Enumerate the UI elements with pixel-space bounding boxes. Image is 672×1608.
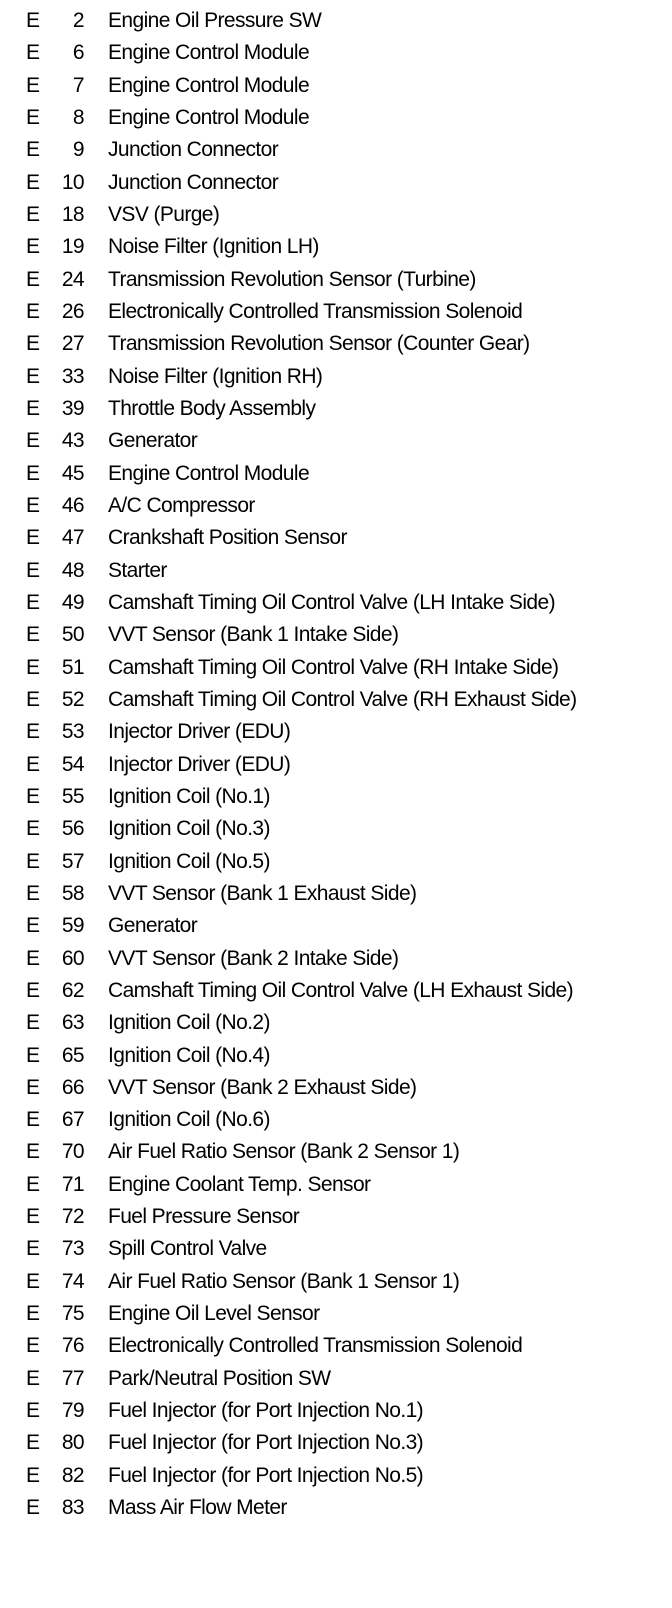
connector-number: 50 [61,623,84,647]
connector-prefix: E [26,9,40,32]
connector-number: 47 [61,526,84,550]
connector-number: 33 [61,364,84,388]
connector-prefix: E [26,429,40,453]
connector-prefix: E [26,1108,40,1132]
connector-prefix: E [26,170,40,194]
connector-prefix: E [26,1302,40,1326]
connector-number: 63 [61,1011,84,1035]
connector-number: 80 [61,1431,84,1455]
connector-name: Ignition Coil (No.4) [108,1043,270,1067]
connector-name: Throttle Body Assembly [108,396,316,420]
connector-number: 58 [61,881,84,905]
connector-name: Starter [108,558,167,582]
connector-number: 65 [61,1043,84,1067]
connector-number: 7 [72,73,84,97]
connector-prefix: E [26,1172,40,1196]
connector-prefix: E [26,396,40,420]
connector-name: Noise Filter (Ignition RH) [108,364,323,388]
connector-prefix: E [26,1399,40,1423]
connector-prefix: E [26,332,40,356]
connector-name: Electronically Controlled Transmission Solenoid [108,1334,523,1358]
connector-prefix: E [26,1237,40,1261]
connector-prefix: E [26,1075,40,1099]
connector-name: Spill Control Valve [108,1237,267,1261]
connector-name: Injector Driver (EDU) [108,720,291,744]
connector-prefix: E [26,1496,40,1520]
connector-number: 9 [72,138,84,162]
connector-prefix: E [26,461,40,485]
connector-number: 70 [61,1140,84,1164]
connector-prefix: E [26,1043,40,1067]
connector-prefix: E [26,655,40,679]
connector-prefix: E [26,946,40,970]
connector-number: 76 [61,1334,84,1358]
connector-prefix: E [26,1205,40,1229]
connector-name: Transmission Revolution Sensor (Turbine) [108,267,476,291]
connector-number: 19 [61,235,84,259]
connector-name: VVT Sensor (Bank 1 Intake Side) [108,623,399,647]
connector-name: Engine Coolant Temp. Sensor [108,1172,371,1196]
connector-prefix: E [26,784,40,808]
connector-name: Injector Driver (EDU) [108,752,291,776]
connector-prefix: E [26,558,40,582]
connector-number: 43 [61,429,84,453]
connector-number: 79 [61,1399,84,1423]
connector-number: 2 [72,9,84,32]
connector-number: 51 [61,655,84,679]
connector-number: 67 [61,1108,84,1132]
connector-number: 66 [61,1075,84,1099]
connector-number: 48 [61,558,84,582]
connector-number: 62 [61,978,84,1002]
connector-name: Engine Control Module [108,461,310,485]
connector-name: VVT Sensor (Bank 2 Exhaust Side) [108,1075,417,1099]
connector-name: Engine Control Module [108,41,310,65]
connector-number: 60 [61,946,84,970]
connector-number: 49 [61,590,84,614]
connector-prefix: E [26,299,40,323]
connector-number: 71 [61,1172,84,1196]
connector-number: 59 [61,914,84,938]
connector-name: Camshaft Timing Oil Control Valve (LH Intake Side) [108,590,555,614]
connector-name: Fuel Injector (for Port Injection No.5) [108,1463,424,1487]
connector-prefix: E [26,41,40,65]
connector-name: Transmission Revolution Sensor (Counter Gear) [108,332,530,356]
connector-prefix: E [26,1011,40,1035]
connector-number: 54 [61,752,84,776]
connector-name: Ignition Coil (No.2) [108,1011,270,1035]
connector-name: Fuel Pressure Sensor [108,1205,300,1229]
connector-name: Ignition Coil (No.1) [108,784,270,808]
connector-number: 18 [61,202,84,226]
connector-number: 57 [61,849,84,873]
connector-prefix: E [26,202,40,226]
connector-name: Air Fuel Ratio Sensor (Bank 1 Sensor 1) [108,1269,460,1293]
connector-prefix: E [26,493,40,517]
connector-name: Junction Connector [108,138,279,162]
connector-prefix: E [26,623,40,647]
connector-number: 24 [61,267,84,291]
connector-name: Ignition Coil (No.3) [108,817,270,841]
connector-name: Camshaft Timing Oil Control Valve (RH Intake Side) [108,655,559,679]
connector-prefix: E [26,526,40,550]
connector-prefix: E [26,590,40,614]
connector-number: 74 [61,1269,84,1293]
connector-prefix: E [26,1463,40,1487]
connector-prefix: E [26,978,40,1002]
connector-prefix: E [26,1366,40,1390]
connector-number: 83 [61,1496,84,1520]
connector-prefix: E [26,817,40,841]
connector-name: Fuel Injector (for Port Injection No.1) [108,1399,424,1423]
connector-prefix: E [26,752,40,776]
connector-number: 72 [61,1205,84,1229]
connector-prefix: E [26,914,40,938]
connector-number: 52 [61,687,84,711]
connector-number: 55 [61,784,84,808]
connector-name: Fuel Injector (for Port Injection No.3) [108,1431,424,1455]
connector-prefix: E [26,138,40,162]
connector-prefix: E [26,267,40,291]
connector-prefix: E [26,881,40,905]
connector-number: 73 [61,1237,84,1261]
connector-name: Engine Control Module [108,73,310,97]
connector-name: Air Fuel Ratio Sensor (Bank 2 Sensor 1) [108,1140,460,1164]
connector-number: 45 [61,461,84,485]
connector-prefix: E [26,364,40,388]
connector-name: Engine Control Module [108,105,310,129]
connector-name: Crankshaft Position Sensor [108,526,347,550]
connector-number: 27 [61,332,84,356]
connector-number: 53 [61,720,84,744]
connector-name: Camshaft Timing Oil Control Valve (LH Exhaust Side) [108,978,574,1002]
connector-number: 56 [61,817,84,841]
connector-number: 8 [72,105,84,129]
connector-number: 10 [61,170,84,194]
connector-name: Ignition Coil (No.6) [108,1108,270,1132]
connector-name: VVT Sensor (Bank 1 Exhaust Side) [108,881,417,905]
connector-prefix: E [26,1140,40,1164]
connector-name: Generator [108,914,198,938]
connector-prefix: E [26,73,40,97]
connector-name: VVT Sensor (Bank 2 Intake Side) [108,946,399,970]
connector-prefix: E [26,1431,40,1455]
connector-name: A/C Compressor [108,493,255,517]
connector-name: Park/Neutral Position SW [108,1366,331,1390]
connector-number: 75 [61,1302,84,1326]
connector-prefix: E [26,849,40,873]
connector-number: 82 [61,1463,84,1487]
connector-name: Mass Air Flow Meter [108,1496,287,1520]
connector-number: 26 [61,299,84,323]
connector-number: 39 [61,396,84,420]
connector-name: Noise Filter (Ignition LH) [108,235,319,259]
connector-prefix: E [26,235,40,259]
connector-name: Generator [108,429,198,453]
connector-name: Electronically Controlled Transmission Solenoid [108,299,523,323]
connector-prefix: E [26,687,40,711]
connector-name: Camshaft Timing Oil Control Valve (RH Exhaust Side) [108,687,577,711]
connector-name: Junction Connector [108,170,279,194]
connector-name: Engine Oil Pressure SW [108,9,322,32]
connector-name: VSV (Purge) [108,202,220,226]
connector-number: 77 [61,1366,84,1390]
connector-number: 46 [61,493,84,517]
connector-prefix: E [26,720,40,744]
connector-prefix: E [26,1269,40,1293]
connector-name: Engine Oil Level Sensor [108,1302,320,1326]
connector-prefix: E [26,1334,40,1358]
connector-number: 6 [72,41,84,65]
connector-name: Ignition Coil (No.5) [108,849,270,873]
connector-prefix: E [26,105,40,129]
